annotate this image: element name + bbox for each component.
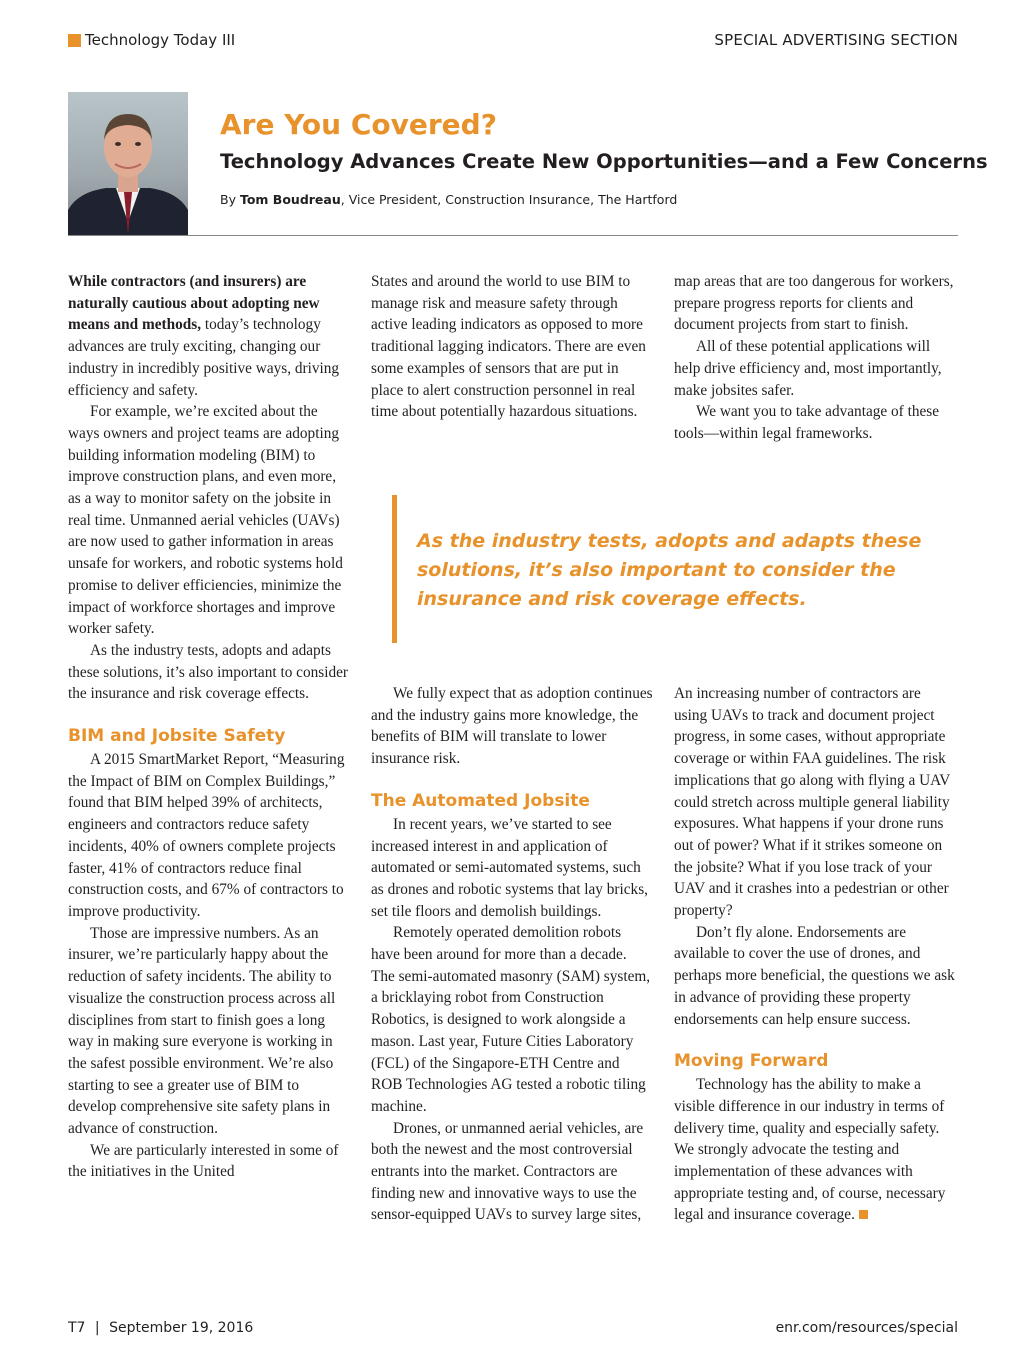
section-header (68, 31, 235, 49)
paragraph: As the industry tests, adopts and adapts these solutions, it’s also important to consider the insurance and risk coverage effects. (68, 641, 348, 703)
pull-quote-text: As the industry tests, adopts and adapts these solutions, it’s also important to consider the insurance and risk coverage effects. (417, 530, 922, 610)
column-2-bottom (371, 683, 653, 1226)
paragraph: States and around the world to use BIM to manage risk and measure safety through active leading indicators as opposed to more traditional lagging indicators. There are even some examples of sensors that are put in place to alert construction personnel in real time about potentially hazardous situations. (371, 273, 646, 421)
section-heading-forward: Moving Forward (674, 1051, 829, 1072)
column-3-top (674, 271, 956, 445)
author-role: , Vice President, Construction Insurance, The Hartford (340, 192, 678, 207)
article-title: Are You Covered? (220, 108, 497, 141)
paragraph: map areas that are too dangerous for workers, prepare progress reports for clients and document projects from start to finish. (674, 273, 954, 334)
paragraph: In recent years, we’ve started to see increased interest in and application of automated or semi-automated systems, such as drones and robotic systems that lay bricks, set tile floors and demolish buildings. (371, 815, 648, 920)
paragraph: All of these potential applications will help drive efficiency and, most importantly, make jobsites safer. (674, 338, 942, 399)
column-3-bottom (674, 683, 956, 1226)
byline (220, 192, 677, 207)
lead-in: While contractors (and insurers) are naturally cautious about adopting new means and methods, (68, 273, 320, 334)
issue-date: September 19, 2016 (109, 1320, 254, 1336)
end-mark-icon (859, 1210, 868, 1219)
footer-separator: | (94, 1320, 100, 1336)
column-1 (68, 271, 350, 1183)
byline-prefix: By (220, 192, 236, 207)
orange-square-icon (68, 34, 81, 47)
column-2-top (371, 271, 653, 423)
paragraph: Don’t fly alone. Endorsements are available to cover the use of drones, and perhaps more beneficial, the questions we ask in advance of providing these property endorsements can help ensure success. (674, 923, 955, 1028)
paragraph: Those are impressive numbers. As an insurer, we’re particularly happy about the reduction of safety incidents. The ability to visualize the construction process across all disciplines from start to finish goes a long way in making sure everyone is working in the safest possible environment. We’re also starting to see a greater use of BIM to develop comprehensive site safety plans in advance of construction. (68, 924, 336, 1138)
paragraph: A 2015 SmartMarket Report, “Measuring the Impact of BIM on Complex Buildings,” found that BIM helped 39% of architects, engineers and contractors reduce safety incidents, 40% of owners complete projects faster, 41% of contractors reduce final construction costs, and 67% of contractors to improve productivity. (68, 751, 345, 920)
footer-url[interactable]: enr.com/resources/special (775, 1320, 958, 1336)
section-heading-automated: The Automated Jobsite (371, 790, 590, 811)
section-heading-bim: BIM and Jobsite Safety (68, 726, 286, 747)
paragraph-text: today’s technology advances are truly exciting, changing our industry in incredibly positive ways, driving efficiency and safety. (68, 316, 340, 399)
section-name: Technology Today III (85, 31, 236, 49)
article-subtitle: Technology Advances Create New Opportunities—and a Few Concerns (220, 150, 988, 173)
paragraph-text: Technology has the ability to make a visible difference in our industry in terms of delivery time, quality and especially safety. We strongly advocate the testing and implementation of these advances with appropriate testing and, of course, necessary legal and insurance coverage. (674, 1076, 946, 1224)
paragraph: Drones, or unmanned aerial vehicles, are both the newest and the most controversial entrants into the market. Contractors are finding new and innovative ways to use the sensor-equipped UAVs to survey large sites, (371, 1119, 644, 1224)
pull-quote (392, 495, 932, 643)
paragraph: We are particularly interested in some of the initiatives in the United (68, 1141, 339, 1181)
paragraph (674, 1074, 956, 1226)
paragraph: Remotely operated demolition robots have been around for more than a decade. The semi-automated masonry (SAM) system, a bricklaying robot from Construction Robotics, is designed to work alongside a mason. Last year, Future Cities Laboratory (FCL) of the Singapore-ETH Centre and ROB Technologies AG tested a robotic tiling machine. (371, 924, 651, 1115)
paragraph (68, 271, 350, 401)
header-divider (68, 235, 958, 236)
author-photo (68, 92, 188, 235)
page-number: T7 (68, 1320, 86, 1336)
paragraph: We fully expect that as adoption continues and the industry gains more knowledge, the benefits of BIM will translate to lower insurance risk. (371, 685, 653, 768)
author-name: Tom Boudreau (239, 192, 341, 207)
section-tag: SPECIAL ADVERTISING SECTION (714, 31, 958, 49)
paragraph: We want you to take advantage of these tools—within legal frameworks. (674, 403, 940, 442)
paragraph: For example, we’re excited about the ways owners and project teams are adopting building information modeling (BIM) to improve construction plans, and even more, as a way to monitor safety on the jobsite in real time. Unmanned aerial vehicles (UAVs) are now used to gather information in areas unsafe for workers, and robotic systems hold promise to deliver efficiencies, minimize the impact of workforce shortages and improve worker safety. (68, 403, 343, 638)
footer-left (68, 1320, 253, 1336)
paragraph: An increasing number of contractors are using UAVs to track and document project progress, in some cases, without appropriate coverage or within FAA guidelines. The risk implications that go along with flying a UAV could stretch across multiple general liability exposures. What happens if your drone runs out of power? What if it strikes someone on the jobsite? What if you lose track of your UAV and it crashes into a pedestrian or other property? (674, 685, 951, 920)
